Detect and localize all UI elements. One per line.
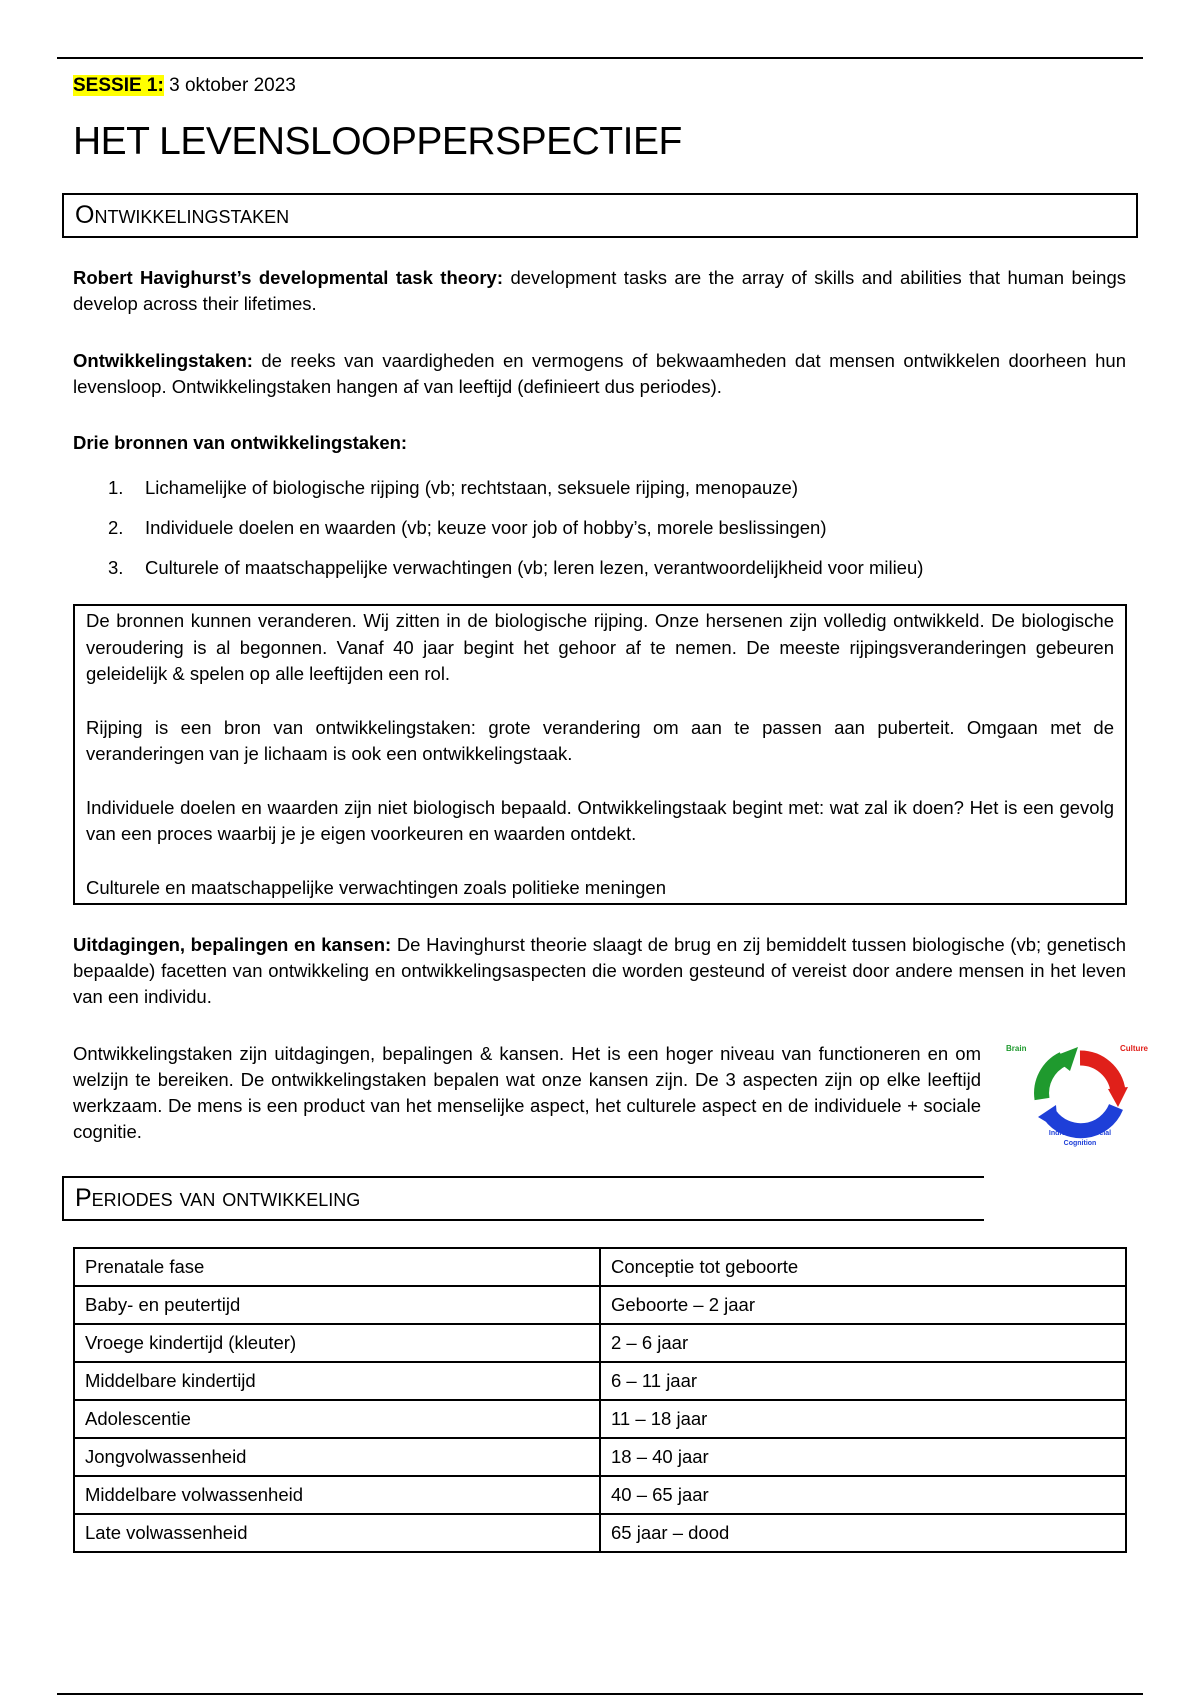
list-item-number: 3. — [108, 557, 124, 578]
red-arrow — [1080, 1058, 1118, 1091]
phase-cell: Middelbare kindertijd — [74, 1362, 600, 1400]
development-cycle-diagram — [1000, 1035, 1168, 1153]
challenges-text: De Havinghurst theorie slaagt de brug en zij bemiddelt tussen biologische (vb; genetisch bepaalde) facetten van ontwikkeling en ontwikkelingsaspecten die worden gesteund of vereist door andere mensen in het leven van een individu. — [73, 934, 1126, 1007]
age-cell: 2 – 6 jaar — [600, 1324, 1126, 1362]
definition-paragraph — [73, 348, 1126, 400]
phase-cell: Late volwassenheid — [74, 1514, 600, 1552]
challenges-term: Uitdagingen, bepalingen en kansen: — [73, 934, 392, 955]
note-paragraph: De bronnen kunnen veranderen. Wij zitten in de biologische rijping. Onze hersenen zijn volledig ontwikkeld. De biologische veroudering is al begonnen. Vanaf 40 jaar begint het gehoor af te nemen. De meeste rijpingsveranderingen gebeuren geleidelijk & spelen op alle leeftijden een rol. — [86, 610, 1114, 684]
phase-cell: Adolescentie — [74, 1400, 600, 1438]
list-item-number: 2. — [108, 517, 124, 538]
page-title: HET LEVENSLOOPPERSPECTIEF — [73, 120, 682, 163]
section-heading-periodes: Periodes van ontwikkeling — [62, 1176, 984, 1221]
table-row — [74, 1248, 1126, 1286]
summary-paragraph: Ontwikkelingstaken zijn uitdagingen, bepalingen & kansen. Het is een hoger niveau van functioneren en om welzijn te bereiken. De ontwikkelingstaken bepalen wat onze kansen zijn. De 3 aspecten zijn op elke leeftijd werkzaam. De mens is een product van het menselijke aspect, het culturele aspect en de individuele + sociale cognitie. — [73, 1043, 981, 1142]
note-paragraph: Individuele doelen en waarden zijn niet biologisch bepaald. Ontwikkelingstaak begint met: wat zal ik doen? Het is een gevolg van een proces waarbij je je eigen voorkeuren en waarden ontdekt. — [86, 796, 1114, 844]
note-paragraph: Rijping is een bron van ontwikkelingstaken: grote verandering om aan te passen aan puberteit. Omgaan met de veranderingen van je lichaam is ook een ontwikkelingstaak. — [86, 716, 1114, 764]
age-cell: Geboorte – 2 jaar — [600, 1286, 1126, 1324]
phase-cell: Middelbare volwassenheid — [74, 1476, 600, 1514]
age-cell: Conceptie tot geboorte — [600, 1248, 1126, 1286]
bottom-rule — [57, 1693, 1143, 1695]
phase-cell: Jongvolwassenheid — [74, 1438, 600, 1476]
age-cell: 65 jaar – dood — [600, 1514, 1126, 1552]
table-row — [74, 1514, 1126, 1552]
age-cell: 18 – 40 jaar — [600, 1438, 1126, 1476]
table-row — [74, 1362, 1126, 1400]
havighurst-text: development tasks are the array of skills and abilities that human beings develop across their lifetimes. — [73, 267, 1126, 314]
definition-term: Ontwikkelingstaken: — [73, 350, 253, 371]
table-row — [74, 1438, 1126, 1476]
havighurst-paragraph — [73, 265, 1126, 317]
top-rule — [57, 57, 1143, 59]
cycle-arrows — [1038, 1047, 1128, 1131]
section-heading-ontwikkelingstaken: Ontwikkelingstaken — [62, 193, 1138, 238]
red-arrowhead — [1108, 1087, 1128, 1107]
phase-cell: Baby- en peutertijd — [74, 1286, 600, 1324]
table-row — [74, 1476, 1126, 1514]
session-date: 3 oktober 2023 — [169, 75, 296, 96]
sources-list — [108, 468, 923, 588]
age-cell: 11 – 18 jaar — [600, 1400, 1126, 1438]
definition-text: de reeks van vaardigheden en vermogens of bekwaamheden dat mensen ontwikkelen doorheen hun levensloop. Ontwikkelingstaken hangen af van leeftijd (definieert dus periodes). — [73, 350, 1126, 397]
note-paragraph: Culturele en maatschappelijke verwachtingen zoals politieke meningen — [86, 876, 667, 898]
table-row — [74, 1286, 1126, 1324]
list-item — [108, 508, 923, 548]
table-row — [74, 1324, 1126, 1362]
notes-box — [73, 604, 1127, 905]
list-item-text: Individuele doelen en waarden (vb; keuze voor job of hobby’s, morele beslissingen) — [145, 517, 827, 538]
list-item — [108, 468, 923, 508]
culture-label: Culture — [1120, 1044, 1148, 1053]
session-label: SESSIE 1: — [73, 75, 164, 96]
periods-table — [73, 1247, 1127, 1553]
green-arrow — [1042, 1059, 1063, 1099]
session-line — [73, 74, 296, 98]
list-item-text: Lichamelijke of biologische rijping (vb; rechtstaan, seksuele rijping, menopauze) — [145, 477, 798, 498]
blue-arrow — [1050, 1107, 1116, 1131]
list-item — [108, 548, 923, 588]
phase-cell: Prenatale fase — [74, 1248, 600, 1286]
havighurst-term: Robert Havighurst’s developmental task theory: — [73, 267, 503, 288]
list-item-number: 1. — [108, 477, 124, 498]
age-cell: 40 – 65 jaar — [600, 1476, 1126, 1514]
phase-cell: Vroege kindertijd (kleuter) — [74, 1324, 600, 1362]
age-cell: 6 – 11 jaar — [600, 1362, 1126, 1400]
table-row — [74, 1400, 1126, 1438]
list-item-text: Culturele of maatschappelijke verwachtingen (vb; leren lezen, verantwoordelijkheid voor milieu) — [145, 557, 924, 578]
individual-label: Individual & Social — [1048, 1130, 1112, 1137]
sources-heading: Drie bronnen van ontwikkelingstaken: — [73, 432, 408, 453]
blue-arrowhead — [1038, 1105, 1058, 1129]
cognition-label: Cognition — [1063, 1140, 1097, 1147]
challenges-paragraph — [73, 932, 1126, 1010]
brain-label: Brain — [1006, 1044, 1027, 1053]
